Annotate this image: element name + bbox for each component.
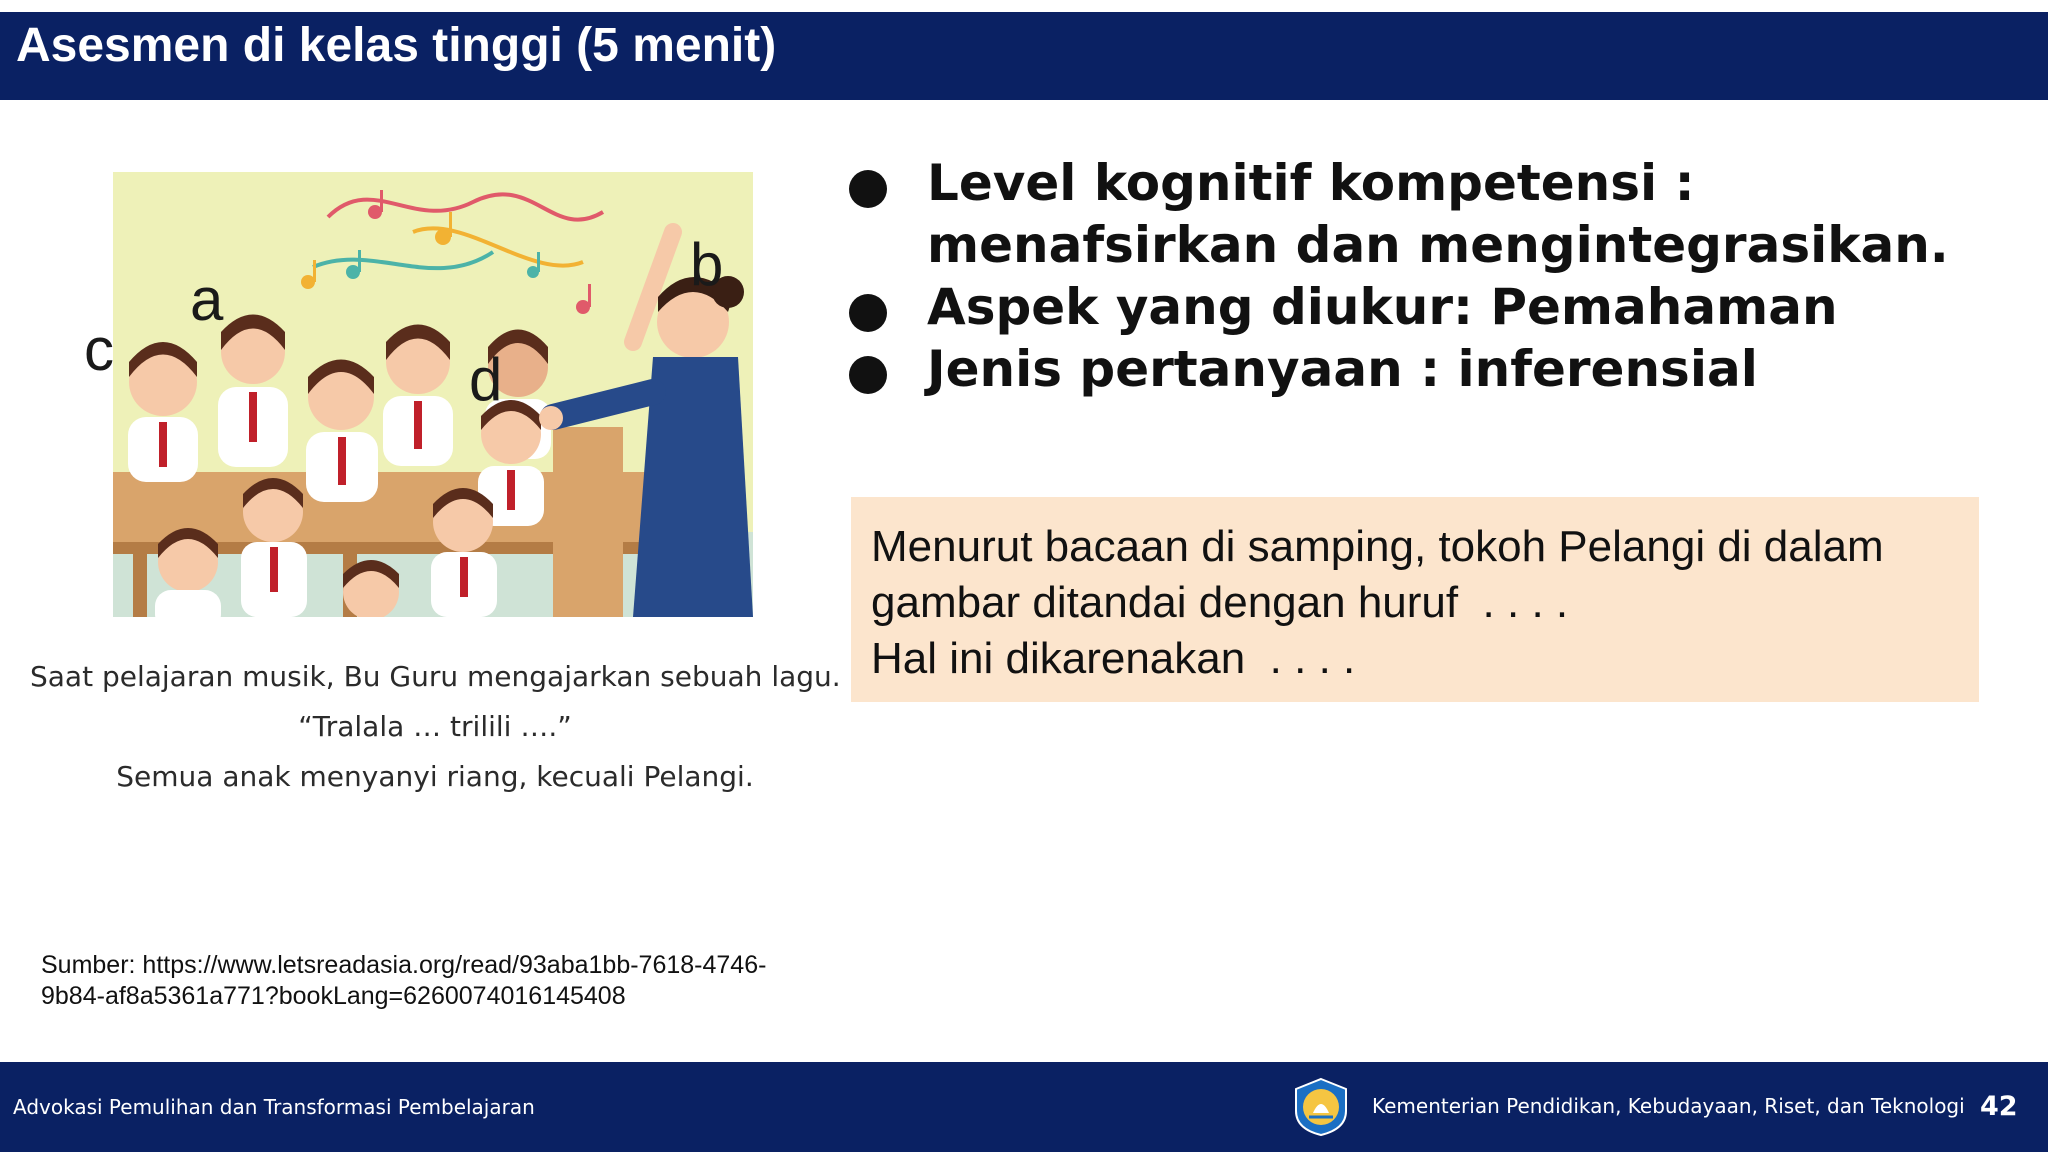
- story-line: “Tralala … trilili ….”: [298, 710, 572, 743]
- bullet-text: menafsirkan dan mengintegrasikan.: [927, 216, 1949, 274]
- classroom-illustration: [113, 172, 753, 617]
- question-line: Hal ini dikarenakan . . . .: [871, 634, 1356, 683]
- bullet-item: [845, 152, 1995, 276]
- bullet-icon: [849, 356, 887, 394]
- footer-program-name: Advokasi Pemulihan dan Transformasi Pembelajaran: [13, 1095, 535, 1119]
- label-c: c: [84, 316, 114, 383]
- key-points-list: [845, 152, 1995, 400]
- question-line: gambar ditandai dengan huruf . . . .: [871, 578, 1569, 627]
- question-box: [851, 497, 1979, 702]
- bullet-text: Level kognitif kompetensi :: [927, 154, 1695, 212]
- page-number: 42: [1980, 1091, 2018, 1122]
- slide-title: Asesmen di kelas tinggi (5 menit): [16, 19, 777, 72]
- question-line: Menurut bacaan di samping, tokoh Pelangi di dalam: [871, 522, 1884, 571]
- footer-ministry-name: Kementerian Pendidikan, Kebudayaan, Riset, dan Teknologi: [1372, 1094, 1965, 1118]
- source-line: Sumber: https://www.letsreadasia.org/read/93aba1bb-7618-4746-: [41, 951, 767, 979]
- bullet-text: Aspek yang diukur: Pemahaman: [927, 278, 1838, 336]
- bullet-item: [845, 338, 1995, 400]
- bullet-icon: [849, 294, 887, 332]
- story-text: [30, 652, 840, 802]
- bullet-item: [845, 276, 1995, 338]
- question-text: [871, 519, 1961, 687]
- story-line: Semua anak menyanyi riang, kecuali Pelangi.: [116, 760, 754, 793]
- ministry-logo-icon: [1291, 1077, 1351, 1137]
- label-d: d: [469, 346, 503, 413]
- label-b: b: [690, 231, 724, 298]
- bullet-text: Jenis pertanyaan : inferensial: [927, 340, 1758, 398]
- story-line: Saat pelajaran musik, Bu Guru mengajarkan sebuah lagu.: [30, 660, 841, 693]
- label-a: a: [190, 266, 224, 333]
- source-line: 9b84-af8a5361a771?bookLang=6260074016145408: [41, 982, 626, 1010]
- source-citation: [41, 950, 821, 1012]
- bullet-icon: [849, 170, 887, 208]
